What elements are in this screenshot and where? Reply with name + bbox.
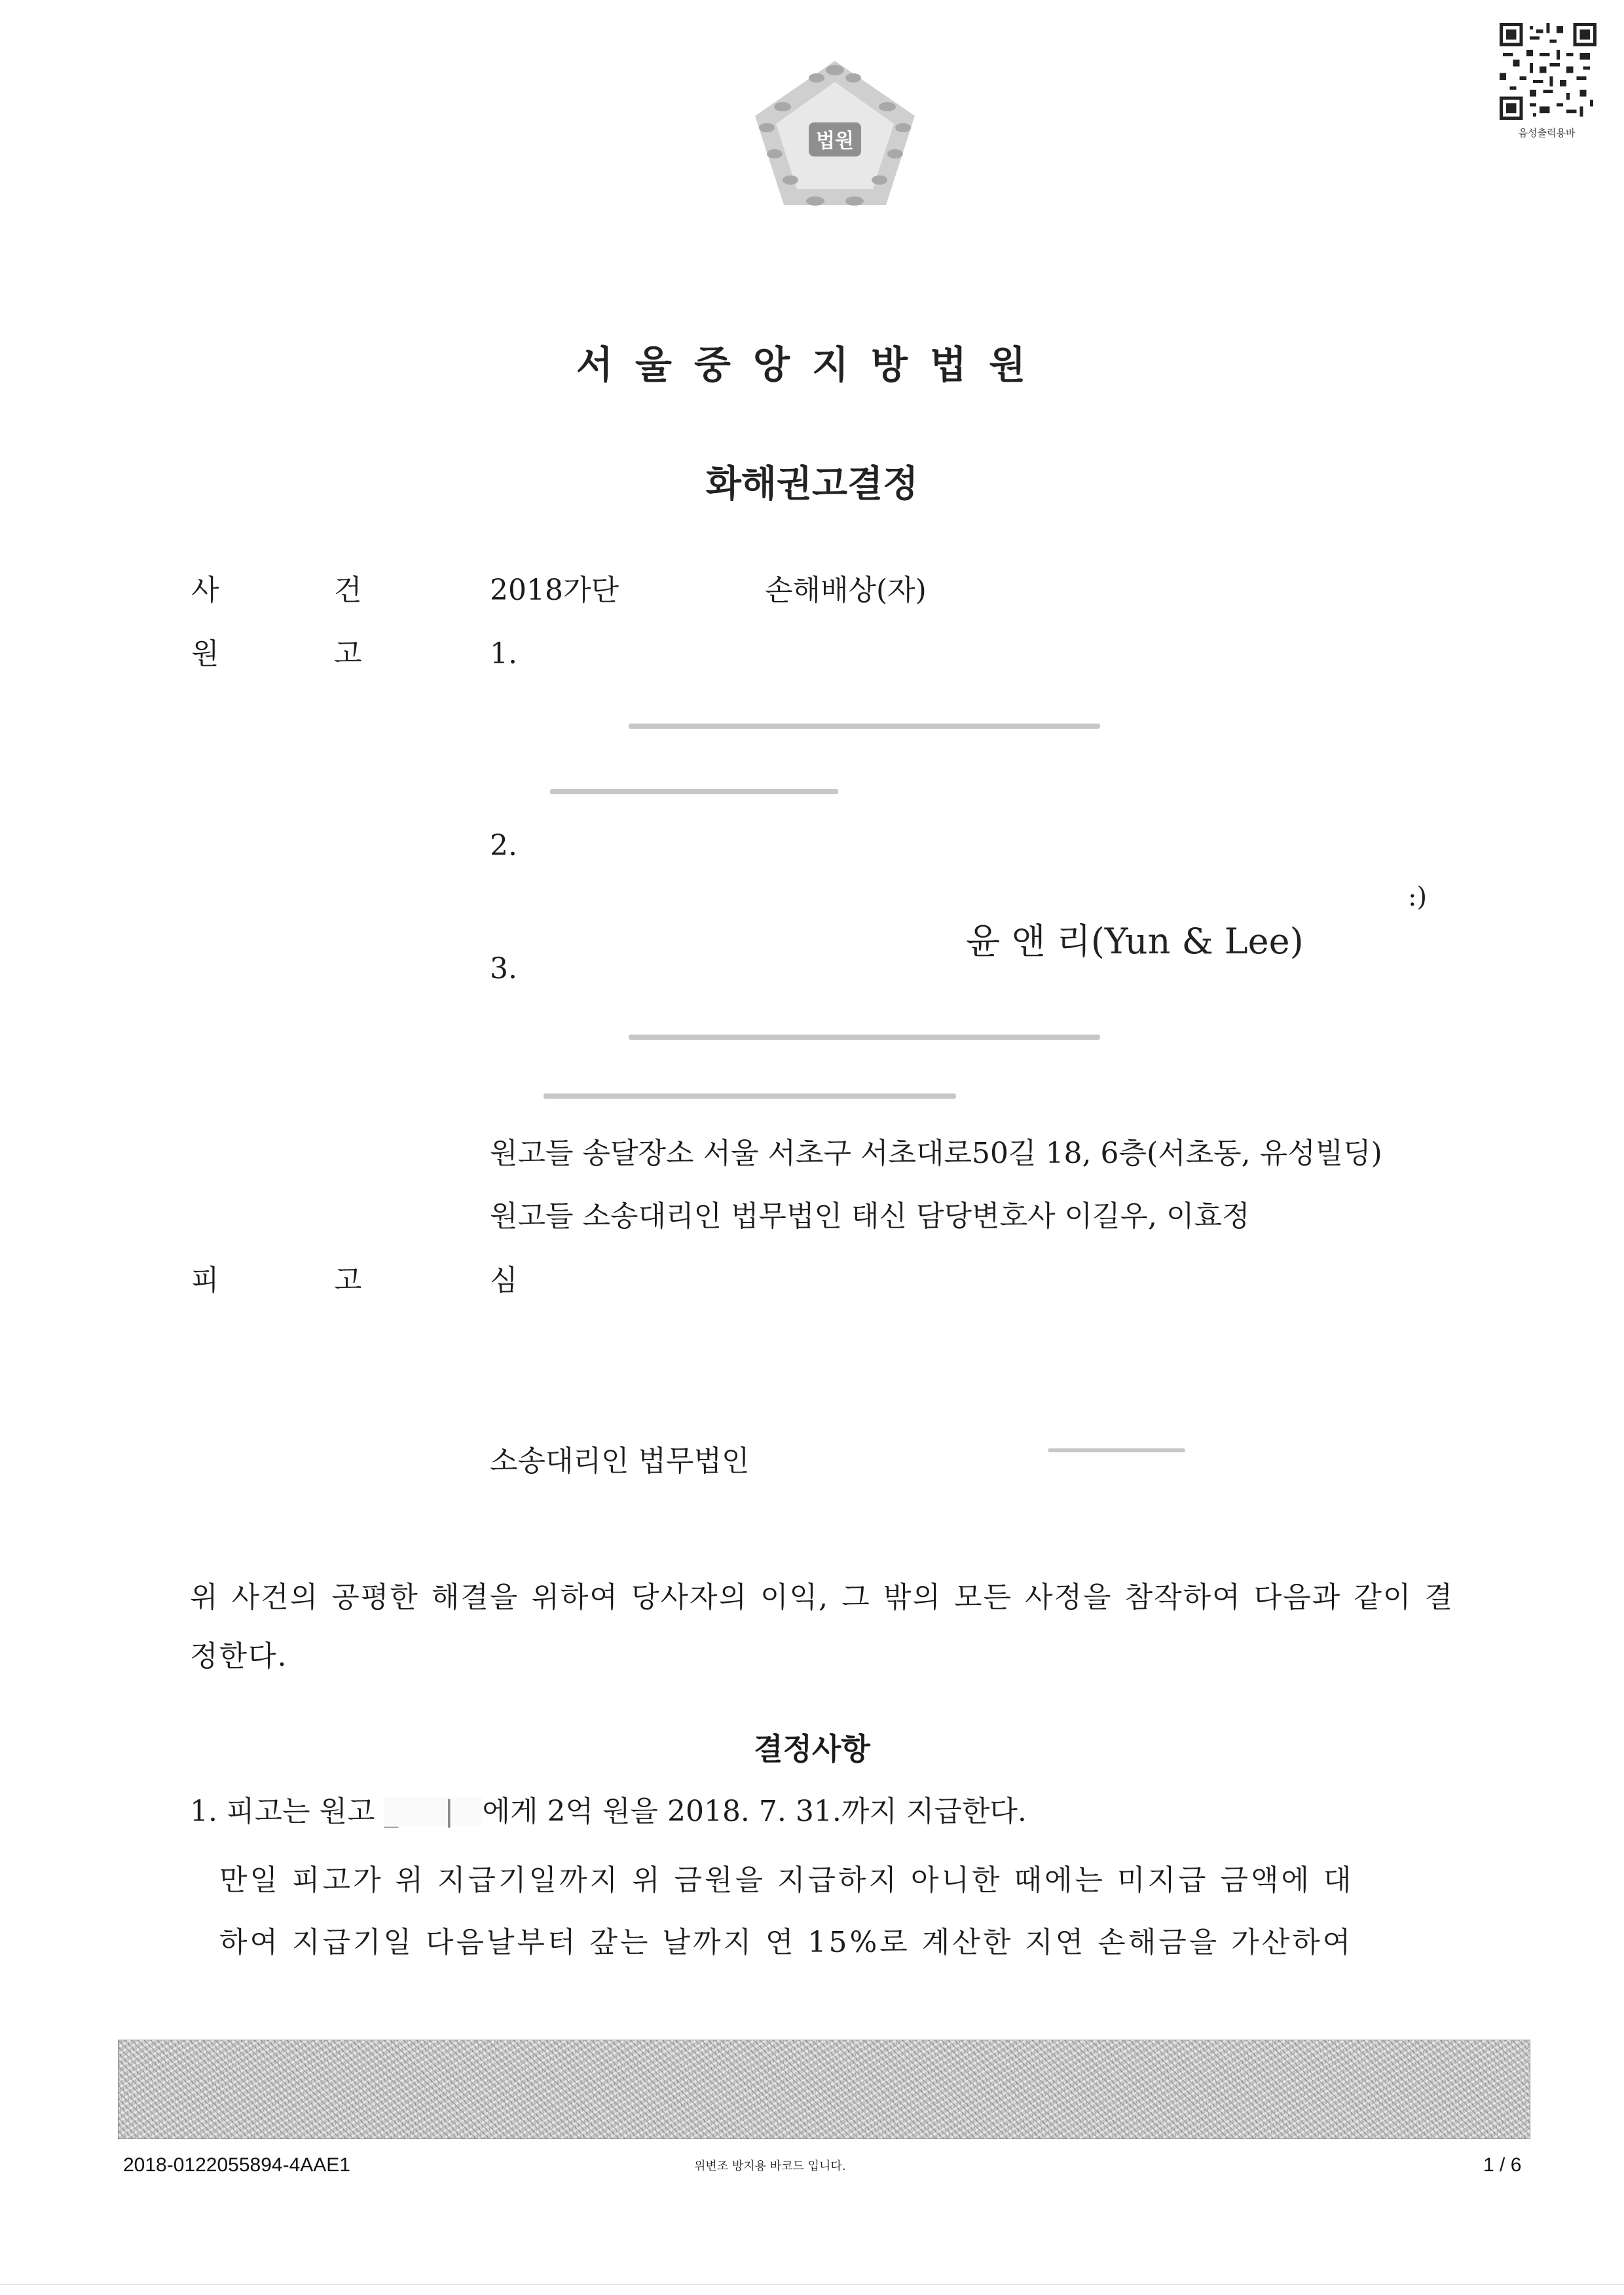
case-label-1: 사 xyxy=(191,574,219,607)
qr-code xyxy=(1500,23,1596,120)
redacted-plaintiff-name: _ | xyxy=(384,1797,482,1826)
plaintiff-item-2: 2. xyxy=(490,829,517,862)
redacted-fragment xyxy=(1048,1448,1185,1452)
case-label-2: 건 xyxy=(334,574,362,607)
decision-item-1 xyxy=(190,1797,1027,1826)
court-name: 서울중앙지방법원 xyxy=(576,342,1048,387)
plaintiff-item-3: 3. xyxy=(490,952,517,985)
redacted-fragment: :) xyxy=(1408,882,1428,912)
barcode-note: 위변조 방지용 바코드 입니다. xyxy=(694,2159,846,2173)
decision-item-1-start: 1. 피고는 원고 xyxy=(190,1795,375,1828)
security-barcode-band xyxy=(118,2040,1530,2139)
defendant-label-1: 피 xyxy=(191,1264,219,1297)
plaintiff-item-1: 1. xyxy=(490,637,517,670)
redacted-address-line xyxy=(550,789,838,794)
redacted-address-line xyxy=(629,1035,1100,1040)
decision-intro-paragraph: 위 사건의 공평한 해결을 위하여 당사자의 이익, 그 밖의 모든 사정을 참작하여 다음과 같이 결정한다. xyxy=(190,1581,1454,1673)
document-id: 2018-0122055894-4AAE1 xyxy=(123,2154,350,2176)
overlay-name: 윤 앤 리(Yun & Lee) xyxy=(966,921,1304,962)
qr-caption: 음성출력용바 xyxy=(1518,127,1576,139)
bottom-divider xyxy=(0,2284,1624,2285)
case-number: 2018가단 xyxy=(490,574,619,607)
case-name: 손해배상(자) xyxy=(765,574,927,607)
redacted-address-line xyxy=(544,1093,956,1099)
defendant-counsel: 소송대리인 법무법인 xyxy=(490,1444,750,1478)
document-title: 화해권고결정 xyxy=(705,463,919,505)
decision-item-1-line-2: 만일 피고가 위 지급기일까지 위 금원을 지급하지 아니한 때에는 미지급 금액에 대 xyxy=(219,1864,1354,1897)
plaintiff-label-1: 원 xyxy=(191,637,219,670)
page-number: 1 / 6 xyxy=(1483,2154,1522,2176)
section-heading: 결정사항 xyxy=(754,1731,870,1767)
plaintiff-label-2: 고 xyxy=(334,637,362,670)
plaintiff-counsel: 원고들 소송대리인 법무법인 태신 담당변호사 이길우, 이효정 xyxy=(490,1200,1250,1233)
redacted-address-line xyxy=(629,724,1100,729)
emblem-text: 법원 xyxy=(816,130,854,153)
plaintiff-delivery-address: 원고들 송달장소 서울 서초구 서초대로50길 18, 6층(서초동, 유성빌딩) xyxy=(490,1137,1382,1170)
defendant-name: 심 xyxy=(490,1264,518,1297)
decision-item-1-line-3: 하여 지급기일 다음날부터 갚는 날까지 연 15%로 계산한 지연 손해금을 가산하여 xyxy=(219,1926,1354,1959)
defendant-label-2: 고 xyxy=(334,1264,362,1297)
decision-item-1-end: 에게 2억 원을 2018. 7. 31.까지 지급한다. xyxy=(482,1795,1027,1828)
court-emblem xyxy=(743,56,927,213)
